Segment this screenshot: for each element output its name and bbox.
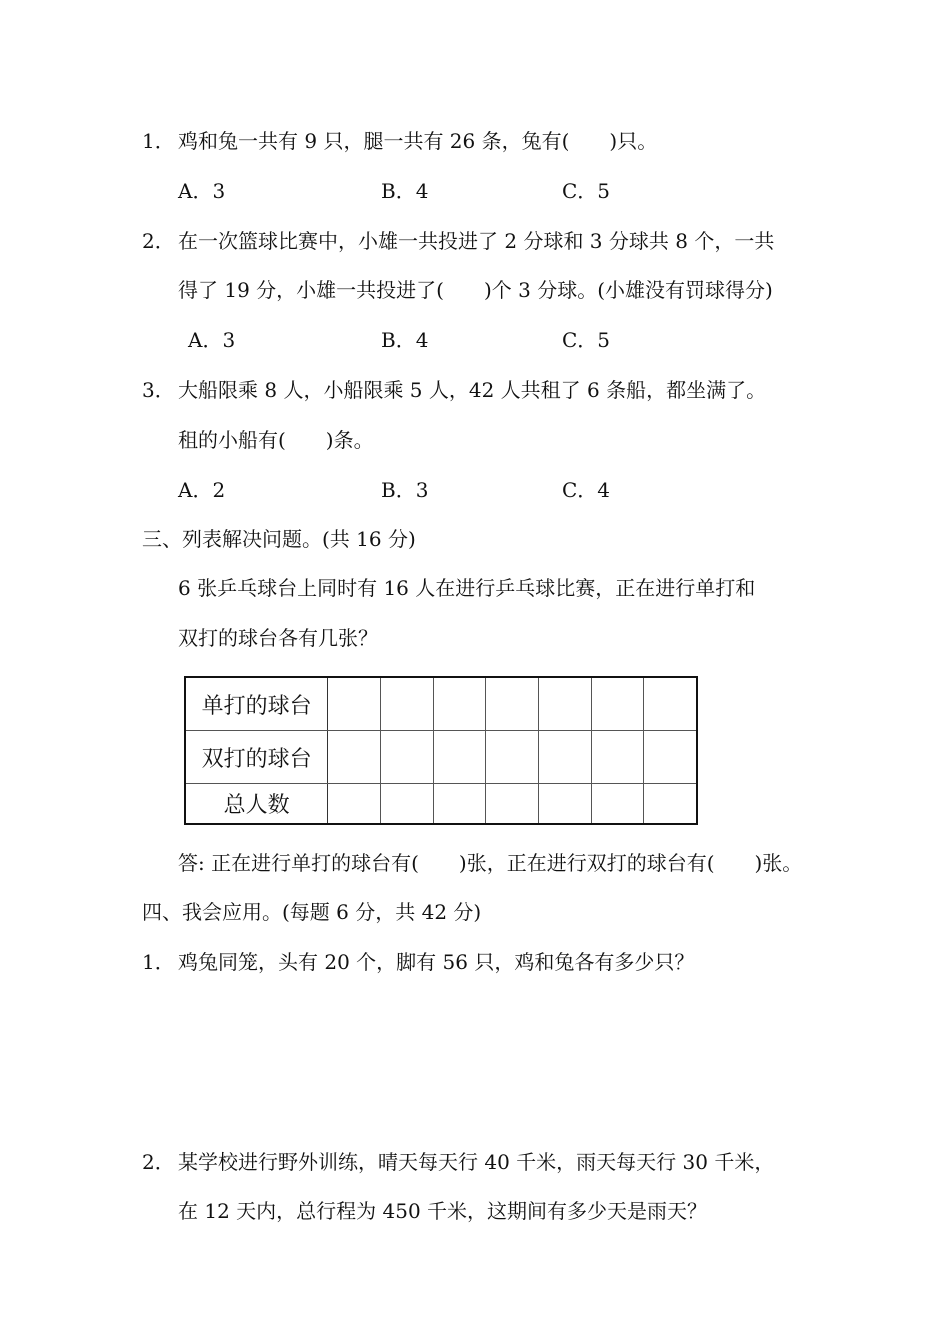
table-cell[interactable] xyxy=(433,784,486,825)
question-2 xyxy=(142,227,774,255)
table-cell[interactable] xyxy=(644,677,697,731)
table-row xyxy=(185,731,697,784)
section-3-answer: 答: 正在进行单打的球台有( )张，正在进行双打的球台有( )张。 xyxy=(178,851,803,875)
section-3-problem-line-2: 双打的球台各有几张？ xyxy=(178,626,378,650)
table-cell[interactable] xyxy=(328,677,381,731)
question-1 xyxy=(142,127,657,155)
table-cell[interactable] xyxy=(433,677,486,731)
question-text: 鸡和兔一共有 9 只，腿一共有 26 条，兔有( )只。 xyxy=(178,129,658,153)
q2-option-b: B．4 xyxy=(381,328,429,352)
table-cell[interactable] xyxy=(538,731,591,784)
q1-option-b: B．4 xyxy=(381,179,429,203)
table-cell[interactable] xyxy=(328,731,381,784)
question-text-line-1: 在一次篮球比赛中，小雄一共投进了 2 分球和 3 分球共 8 个，一共 xyxy=(178,229,775,253)
table-row xyxy=(185,784,697,825)
table-cell[interactable] xyxy=(591,731,644,784)
q3-option-c: C．4 xyxy=(562,478,611,502)
table-cell[interactable] xyxy=(591,784,644,825)
question-number: 1． xyxy=(142,950,175,974)
table-cell[interactable] xyxy=(486,677,539,731)
q1-option-a: A．3 xyxy=(178,179,226,203)
section-3-title: 三、列表解决问题。(共 16 分) xyxy=(142,527,416,551)
q1-option-c: C．5 xyxy=(562,179,611,203)
table-cell[interactable] xyxy=(644,784,697,825)
section-3-problem-line-1: 6 张乒乓球台上同时有 16 人在进行乒乓球比赛，正在进行单打和 xyxy=(178,576,756,600)
question-text-line-1: 某学校进行野外训练，晴天每天行 40 千米，雨天每天行 30 千米， xyxy=(178,1150,775,1174)
q2-option-a: A．3 xyxy=(188,328,236,352)
table-cell[interactable] xyxy=(486,784,539,825)
table-cell[interactable] xyxy=(644,731,697,784)
question-number: 3． xyxy=(142,378,175,402)
question-number: 1． xyxy=(142,129,175,153)
row-header-doubles: 双打的球台 xyxy=(185,731,328,784)
table-cell[interactable] xyxy=(380,784,433,825)
q2-option-c: C．5 xyxy=(562,328,611,352)
question-text-line-2: 在 12 天内，总行程为 450 千米，这期间有多少天是雨天？ xyxy=(178,1199,708,1223)
row-header-total: 总人数 xyxy=(185,784,328,825)
table-cell[interactable] xyxy=(380,677,433,731)
question-text: 鸡兔同笼，头有 20 个，脚有 56 只，鸡和兔各有多少只？ xyxy=(178,950,695,974)
question-text-line-2: 得了 19 分，小雄一共投进了( )个 3 分球。(小雄没有罚球得分) xyxy=(178,278,773,302)
table-cell[interactable] xyxy=(328,784,381,825)
question-number: 2． xyxy=(142,1150,175,1174)
q3-option-b: B．3 xyxy=(381,478,429,502)
table-cell[interactable] xyxy=(433,731,486,784)
table-cell[interactable] xyxy=(538,677,591,731)
table-cell[interactable] xyxy=(538,784,591,825)
table-row xyxy=(185,677,697,731)
row-header-singles: 单打的球台 xyxy=(185,677,328,731)
q3-option-a: A．2 xyxy=(178,478,226,502)
section-4-problem-2 xyxy=(142,1148,774,1176)
section-4-title: 四、我会应用。(每题 6 分，共 42 分) xyxy=(142,900,482,924)
question-3 xyxy=(142,376,766,404)
table-cell[interactable] xyxy=(591,677,644,731)
table-cell[interactable] xyxy=(486,731,539,784)
question-text-line-1: 大船限乘 8 人，小船限乘 5 人，42 人共租了 6 条船，都坐满了。 xyxy=(178,378,767,402)
question-text-line-2: 租的小船有( )条。 xyxy=(178,428,374,452)
section-4-problem-1 xyxy=(142,948,694,976)
question-number: 2． xyxy=(142,229,175,253)
answer-table xyxy=(184,676,698,825)
table-cell[interactable] xyxy=(380,731,433,784)
